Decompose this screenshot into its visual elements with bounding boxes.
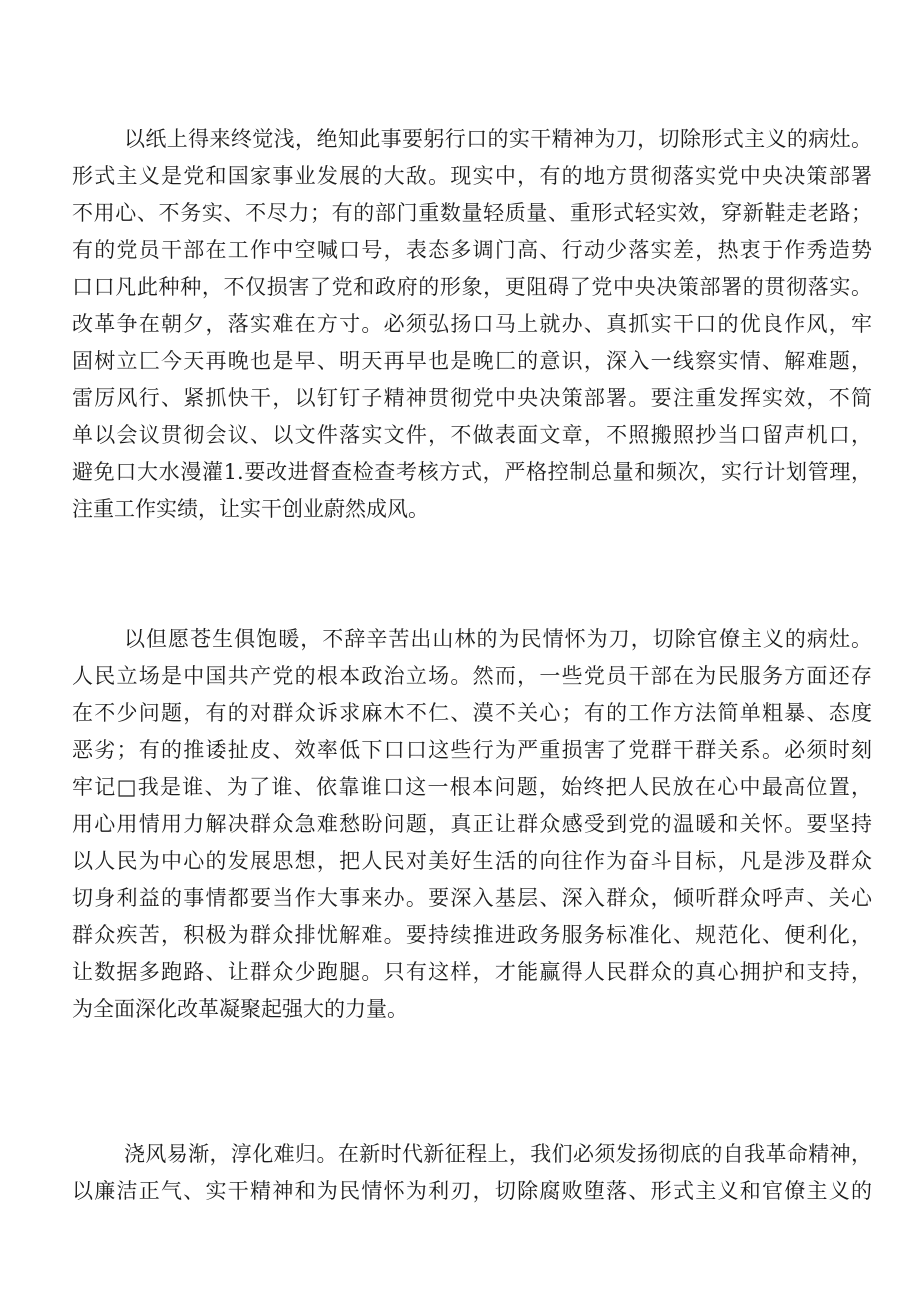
text-line: 以纸上得来终觉浅，绝知此事要躬行口的实干精神为刀，切除形式主义的病灶。	[124, 127, 872, 151]
text-line: 人民立场是中国共产党的根本政治立场。然而，一些党员干部在为民服务方面还存	[72, 664, 872, 688]
text-line: 固树立匚今天再晚也是早、明天再早也是晚匚的意识，深入一线察实情、解难题，	[72, 349, 872, 373]
paragraph-formalism	[72, 121, 872, 528]
text-line: 用心用情用力解决群众急难愁盼问题，真正让群众感受到党的温暖和关怀。要坚持	[72, 812, 872, 836]
text-line: 不用心、不务实、不尽力；有的部门重数量轻质量、重形式轻实效，穿新鞋走老路；	[72, 201, 872, 225]
text-line: 让数据多跑路、让群众少跑腿。只有这样，才能赢得人民群众的真心拥护和支持，	[72, 960, 872, 984]
paragraph-bureaucratism	[72, 621, 872, 1028]
text-line: 浇风易渐，淳化难归。在新时代新征程上，我们必须发扬彻底的自我革命精神，	[124, 1142, 872, 1166]
text-line: 在不少问题，有的对群众诉求麻木不仁、漠不关心；有的工作方法简单粗暴、态度	[72, 701, 872, 725]
text-line: 切身利益的事情都要当作大事来办。要深入基层、深入群众，倾听群众呼声、关心	[72, 886, 872, 910]
text-line: 牢记□我是谁、为了谁、依靠谁口这一根本问题，始终把人民放在心中最高位置，	[72, 775, 872, 799]
text-line: 改革争在朝夕，落实难在方寸。必须弘扬口马上就办、真抓实干口的优良作风，牢	[72, 312, 872, 336]
text-line: 为全面深化改革凝聚起强大的力量。	[72, 997, 408, 1021]
text-line: 群众疾苦，积极为群众排忧解难。要持续推进政务服务标准化、规范化、便利化，	[72, 923, 872, 947]
text-line: 雷厉风行、紧抓快干，以钉钉子精神贯彻党中央决策部署。要注重发挥实效，不简	[72, 386, 872, 410]
text-line: 口口凡此种种，不仅损害了党和政府的形象，更阻碍了党中央决策部署的贯彻落实。	[72, 275, 872, 299]
text-line: 以廉洁正气、实干精神和为民情怀为利刃，切除腐败堕落、形式主义和官僚主义的	[72, 1179, 872, 1203]
text-line: 单以会议贯彻会议、以文件落实文件，不做表面文章，不照搬照抄当口留声机口，	[72, 423, 872, 447]
text-line: 形式主义是党和国家事业发展的大敌。现实中，有的地方贯彻落实党中央决策部署	[72, 164, 872, 188]
text-line: 有的党员干部在工作中空喊口号，表态多调门高、行动少落实差，热衷于作秀造势	[72, 238, 872, 262]
text-line: 以但愿苍生俱饱暖，不辞辛苦出山林的为民情怀为刀，切除官僚主义的病灶。	[124, 627, 872, 651]
text-line: 避免口大水漫灌1.要改进督查检查考核方式，严格控制总量和频次，实行计划管理，	[72, 460, 872, 484]
text-line: 注重工作实绩，让实干创业蔚然成风。	[72, 497, 429, 521]
paragraph-self-revolution	[72, 1136, 872, 1210]
text-line: 以人民为中心的发展思想，把人民对美好生活的向往作为奋斗目标，凡是涉及群众	[72, 849, 872, 873]
text-line: 恶劣；有的推诿扯皮、效率低下口口这些行为严重损害了党群干群关系。必须时刻	[72, 738, 872, 762]
